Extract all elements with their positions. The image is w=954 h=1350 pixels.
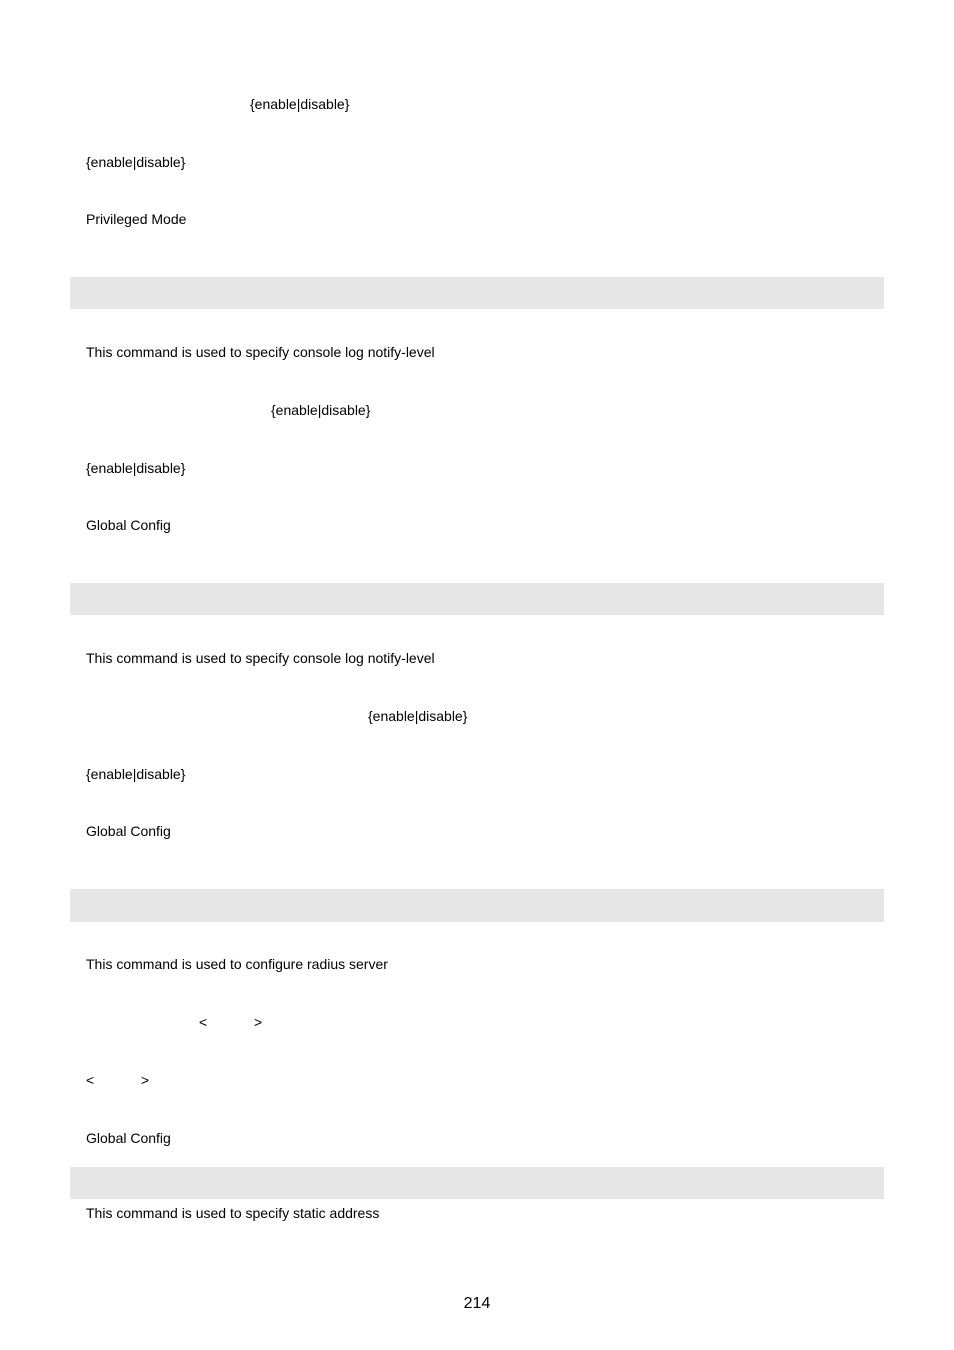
syntax-parameter: {enable|disable} [250,96,350,112]
parameter-text: {enable|disable} [86,766,186,782]
page-number: 214 [463,1295,491,1312]
command-mode: Global Config [86,823,171,839]
parameter-bracket-close: > [141,1072,150,1088]
command-header-bar [70,277,884,309]
parameter-text: {enable|disable} [86,154,186,170]
parameter-bracket-open: < [86,1072,95,1088]
command-description: This command is used to specify static address [86,1205,380,1221]
syntax-parameter: {enable|disable} [271,402,371,418]
command-mode: Privileged Mode [86,211,187,227]
command-header-bar [70,889,884,922]
command-header-bar [70,583,884,615]
syntax-bracket-close: > [254,1014,263,1030]
parameter-text: {enable|disable} [86,460,186,476]
syntax-bracket-open: < [199,1014,208,1030]
command-description: This command is used to specify console log notify-level [86,344,435,360]
command-header-bar [70,1167,884,1199]
command-mode: Global Config [86,517,171,533]
command-description: This command is used to configure radius server [86,956,388,972]
command-mode: Global Config [86,1130,171,1146]
syntax-parameter: {enable|disable} [368,708,468,724]
command-description: This command is used to specify console log notify-level [86,650,435,666]
